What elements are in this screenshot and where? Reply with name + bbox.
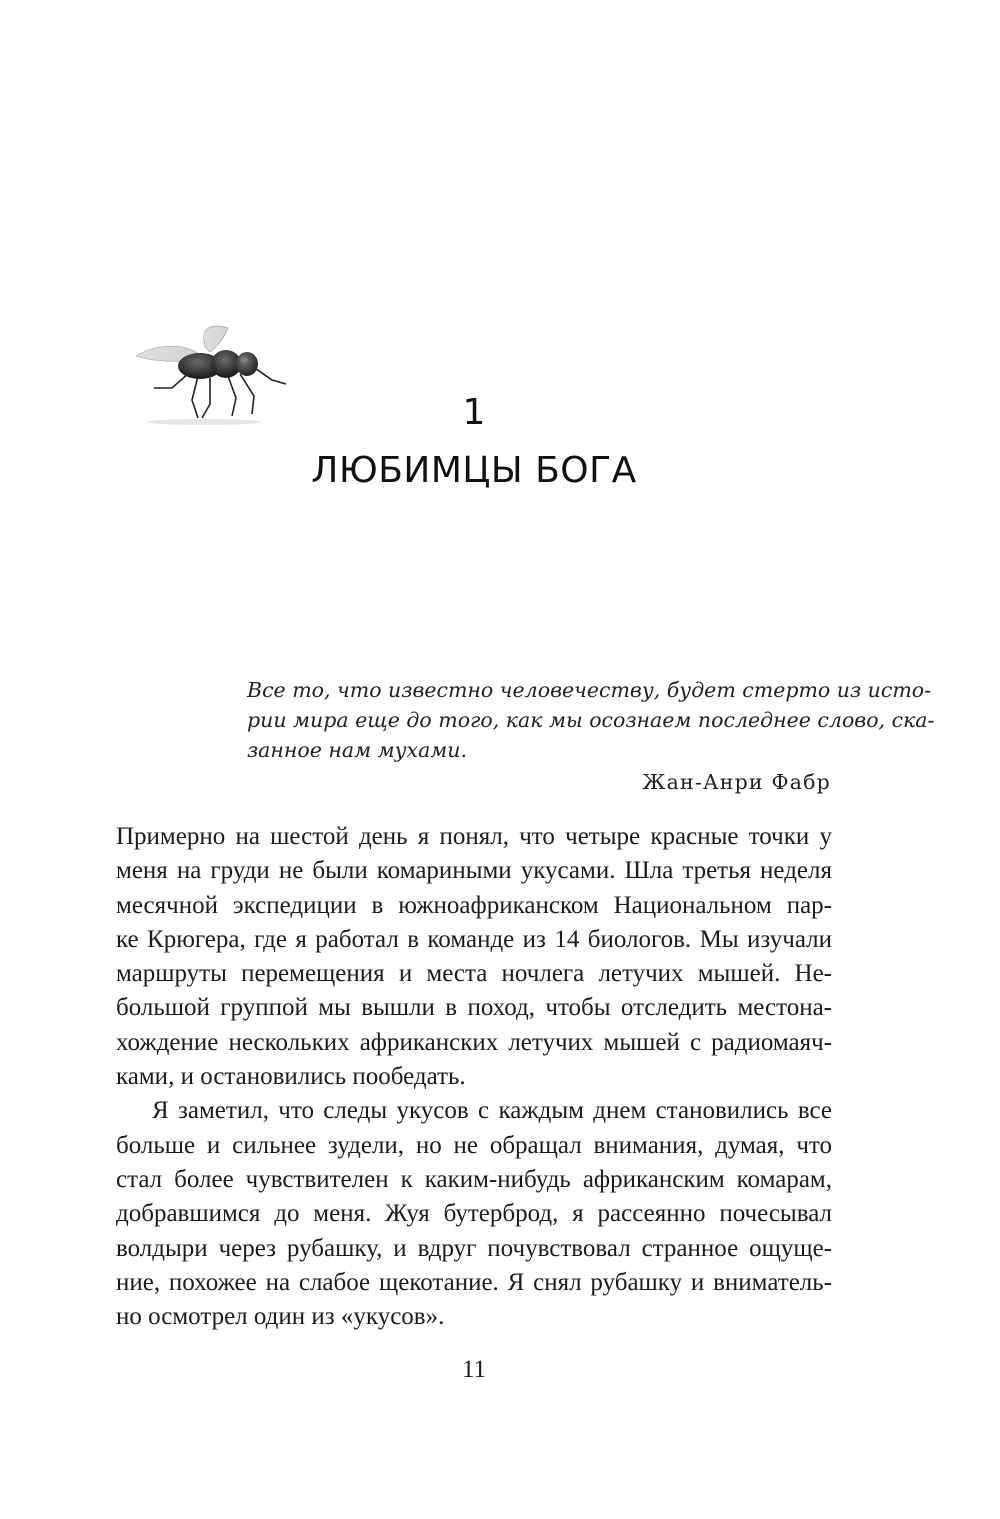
text-line: Я заметил, что следы укусов с каждым днем становились все xyxy=(152,1097,832,1125)
text-line: ке Крюгера, где я работал в команде из 14 биологов. Мы изучали xyxy=(116,925,832,953)
text-line: но осмотрел один из «укусов». xyxy=(116,1303,445,1331)
epigraph-line: занное нам мухами. xyxy=(247,738,468,762)
text-line: ние, похожее на слабое щекотание. Я снял рубашку и вниматель- xyxy=(116,1268,832,1296)
body-text xyxy=(116,820,832,1334)
epigraph-line: рии мира еще до того, как мы осознаем последнее слово, ска- xyxy=(247,708,935,732)
text-line: маршруты перемещения и места ночлега летучих мышей. Не- xyxy=(116,960,832,988)
chapter-number: 1 xyxy=(462,392,486,433)
text-line: волдыри через рубашку, и вдруг почувствовал странное ощуще- xyxy=(116,1234,832,1262)
text-line: большой группой мы вышли в поход, чтобы отследить местона- xyxy=(116,994,832,1022)
epigraph-author: Жан-Анри Фабр xyxy=(642,770,831,794)
text-line: хождение нескольких африканских летучих мышей с радиомаяч- xyxy=(116,1028,832,1056)
chapter-title: ЛЮБИМЦЫ БОГА xyxy=(311,450,637,491)
text-line: месячной экспедиции в южноафриканском Национальном пар- xyxy=(116,891,832,919)
epigraph-line: Все то, что известно человечеству, будет стерто из исто- xyxy=(247,678,932,702)
text-line: больше и сильнее зудели, но не обращал внимания, думая, что xyxy=(116,1131,832,1159)
text-line: Примерно на шестой день я понял, что четыре красные точки у xyxy=(116,823,832,850)
text-line: стал более чувствителен к каким-нибудь африканским комарам, xyxy=(116,1165,832,1193)
text-line: меня на груди не были комариными укусами. Шла третья неделя xyxy=(116,857,832,885)
page-number: 11 xyxy=(461,1356,487,1383)
epigraph xyxy=(247,675,935,765)
text-line: ками, и остановились пообедать. xyxy=(116,1063,466,1091)
text-line: добравшимся до меня. Жуя бутерброд, я рассеянно почесывал xyxy=(116,1200,832,1228)
